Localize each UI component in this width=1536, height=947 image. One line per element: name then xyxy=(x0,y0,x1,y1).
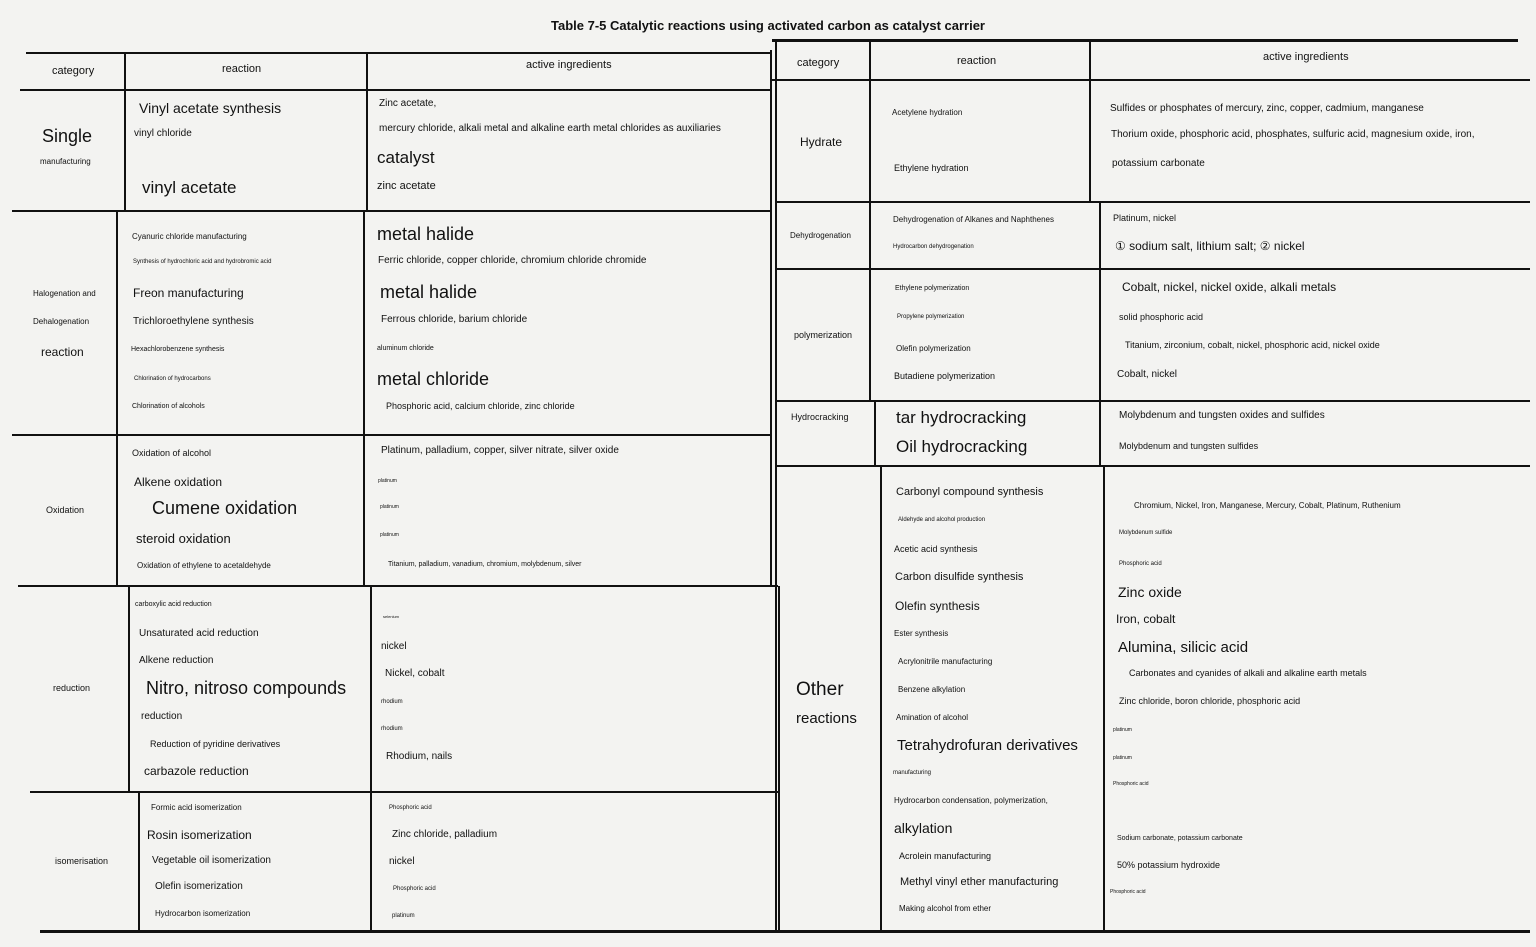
vrule-right-2b xyxy=(1099,202,1101,466)
category-label: polymerization xyxy=(794,330,853,340)
category-label: Hydrocracking xyxy=(791,412,849,422)
hrule-right-3 xyxy=(777,400,1530,402)
reaction-cell: Formic acid isomerization xyxy=(151,803,242,812)
active-cell: mercury chloride, alkali metal and alkaline earth metal chlorides as auxiliaries xyxy=(379,123,721,134)
active-cell: Iron, cobalt xyxy=(1116,612,1176,626)
hrule-left-3 xyxy=(18,585,778,587)
reaction-cell: Trichloroethylene synthesis xyxy=(133,316,254,327)
active-cell: Zinc oxide xyxy=(1118,584,1182,600)
reaction-cell: tar hydrocracking xyxy=(896,408,1027,427)
reaction-cell: Cumene oxidation xyxy=(152,498,298,518)
active-cell: Phosphoric acid xyxy=(389,805,432,811)
category-label: Hydrate xyxy=(800,135,843,149)
active-cell: metal chloride xyxy=(377,369,490,389)
active-cell: zinc acetate xyxy=(377,180,436,192)
header-rule-right xyxy=(772,79,1530,81)
active-cell: platinum xyxy=(380,532,399,538)
active-cell: Phosphoric acid xyxy=(393,886,436,892)
reaction-cell: Oxidation of ethylene to acetaldehyde xyxy=(137,561,271,570)
active-cell: nickel xyxy=(389,856,415,867)
active-cell: Titanium, zirconium, cobalt, nickel, phosphoric acid, nickel oxide xyxy=(1125,340,1380,350)
active-cell: rhodium xyxy=(381,699,403,705)
reaction-cell: Acetic acid synthesis xyxy=(894,544,978,554)
vrule-left-1b xyxy=(116,212,118,587)
reaction-cell: Alkene oxidation xyxy=(134,475,223,489)
active-cell: platinum xyxy=(378,478,397,484)
vrule-left-2 xyxy=(366,54,368,210)
active-cell: Carbonates and cyanides of alkali and alkaline earth metals xyxy=(1129,668,1367,678)
reaction-cell: Nitro, nitroso compounds xyxy=(146,678,347,698)
vrule-left-2b xyxy=(363,210,365,587)
active-cell: Titanium, palladium, vanadium, chromium, molybdenum, silver xyxy=(388,561,582,568)
table-title: Table 7-5 Catalytic reactions using activated carbon as catalyst carrier xyxy=(550,18,985,33)
reaction-cell: vinyl chloride xyxy=(134,128,192,139)
active-cell: catalyst xyxy=(377,148,435,167)
reaction-cell: Hydrocarbon dehydrogenation xyxy=(893,244,974,250)
hrule-right-4 xyxy=(777,465,1530,467)
active-cell: Zinc acetate, xyxy=(379,98,437,109)
reaction-cell: Benzene alkylation xyxy=(898,685,966,694)
reaction-cell: Ester synthesis xyxy=(894,629,949,638)
reaction-cell: Acrylonitrile manufacturing xyxy=(898,657,993,666)
reaction-cell: Cyanuric chloride manufacturing xyxy=(132,232,247,241)
reaction-cell: carbazole reduction xyxy=(144,764,249,778)
active-cell: Platinum, nickel xyxy=(1113,213,1177,223)
hrule-left-1 xyxy=(12,210,772,212)
category-label: isomerisation xyxy=(55,856,109,866)
reaction-cell: Tetrahydrofuran derivatives xyxy=(897,737,1078,754)
reaction-cell: Freon manufacturing xyxy=(133,286,244,300)
top-rule-right xyxy=(772,39,1518,42)
vrule-left-1 xyxy=(124,54,126,210)
reaction-cell: Hexachlorobenzene synthesis xyxy=(131,346,225,353)
reaction-cell: Propylene polymerization xyxy=(897,314,965,320)
active-cell: platinum xyxy=(392,913,415,919)
active-cell: Molybdenum and tungsten oxides and sulfides xyxy=(1119,410,1325,421)
active-cell: Thorium oxide, phosphoric acid, phosphates, sulfuric acid, magnesium oxide, iron, xyxy=(1111,129,1475,140)
reaction-cell: Vegetable oil isomerization xyxy=(152,855,271,866)
category-label: Dehydrogenation xyxy=(790,231,851,240)
active-cell: platinum xyxy=(380,504,399,510)
active-cell: Cobalt, nickel, nickel oxide, alkali metals xyxy=(1122,280,1337,294)
reaction-cell: Chlorination of hydrocarbons xyxy=(134,376,211,382)
header-category-right: category xyxy=(797,57,840,69)
active-cell: selenium xyxy=(383,614,400,619)
vrule-right-1 xyxy=(869,42,871,400)
header-rule-left xyxy=(20,89,772,91)
reaction-cell: Unsaturated acid reduction xyxy=(139,628,259,639)
vrule-left-2c xyxy=(370,587,372,930)
vrule-mid-b xyxy=(778,586,780,930)
reaction-cell: Ethylene hydration xyxy=(894,163,969,173)
active-cell: aluminum chloride xyxy=(377,345,434,352)
active-cell: Ferric chloride, copper chloride, chromium chloride chromide xyxy=(378,255,647,266)
hrule-left-4 xyxy=(30,791,778,793)
active-cell: Nickel, cobalt xyxy=(385,668,445,679)
header-active-left: active ingredients xyxy=(526,59,612,71)
active-cell: Chromium, Nickel, Iron, Manganese, Mercury, Cobalt, Platinum, Ruthenium xyxy=(1134,501,1401,510)
category-label: reactions xyxy=(796,710,857,727)
active-cell: metal halide xyxy=(377,224,475,244)
reaction-cell: Carbon disulfide synthesis xyxy=(895,571,1024,583)
vrule-right-2 xyxy=(1089,42,1091,202)
reaction-cell: Hydrocarbon condensation, polymerization, xyxy=(894,796,1048,805)
top-rule-left xyxy=(26,52,772,54)
reaction-cell: Vinyl acetate synthesis xyxy=(139,100,282,116)
reaction-cell: Methyl vinyl ether manufacturing xyxy=(900,876,1059,888)
category-label: Other xyxy=(796,679,844,700)
active-cell: Zinc chloride, boron chloride, phosphoric acid xyxy=(1119,696,1301,706)
active-cell: nickel xyxy=(381,641,407,652)
vrule-left-1d xyxy=(138,792,140,930)
reaction-cell: Making alcohol from ether xyxy=(899,904,992,913)
hrule-right-2 xyxy=(777,268,1530,270)
active-cell: Alumina, silicic acid xyxy=(1118,639,1249,656)
reaction-cell: Ethylene polymerization xyxy=(895,285,970,292)
reaction-cell: Acetylene hydration xyxy=(892,108,963,117)
header-category-left: category xyxy=(52,65,95,77)
category-label: reduction xyxy=(53,683,91,693)
category-label: Halogenation and xyxy=(33,289,96,298)
category-label: Oxidation xyxy=(46,505,85,515)
active-cell: Zinc chloride, palladium xyxy=(392,829,498,840)
active-cell: Phosphoric acid, calcium chloride, zinc chloride xyxy=(386,401,575,411)
active-cell: Molybdenum and tungsten sulfides xyxy=(1119,441,1259,451)
active-cell: potassium carbonate xyxy=(1112,158,1205,169)
active-cell: Sodium carbonate, potassium carbonate xyxy=(1117,835,1243,842)
category-label: manufacturing xyxy=(40,157,91,166)
reaction-cell: Amination of alcohol xyxy=(896,713,969,722)
active-cell: ① sodium salt, lithium salt; ② nickel xyxy=(1115,239,1305,253)
active-cell: platinum xyxy=(1113,727,1132,733)
reaction-cell: Olefin isomerization xyxy=(155,881,243,892)
active-cell: solid phosphoric acid xyxy=(1119,312,1204,322)
active-cell: 50% potassium hydroxide xyxy=(1117,860,1221,870)
vrule-mid-c xyxy=(775,42,777,930)
active-cell: Rhodium, nails xyxy=(386,751,453,762)
reaction-cell: Acrolein manufacturing xyxy=(899,851,992,861)
reaction-cell: Oil hydrocracking xyxy=(896,437,1028,456)
active-cell: rhodium xyxy=(381,726,403,732)
category-label: Dehalogenation xyxy=(33,317,90,326)
active-cell: Ferrous chloride, barium chloride xyxy=(381,314,528,325)
reaction-cell: Butadiene polymerization xyxy=(894,371,996,381)
active-cell: Phosphoric acid xyxy=(1110,889,1146,895)
header-active-right: active ingredients xyxy=(1263,51,1349,63)
reaction-cell: Alkene reduction xyxy=(139,655,214,666)
reaction-cell: Chlorination of alcohols xyxy=(132,403,205,410)
reaction-cell: Carbonyl compound synthesis xyxy=(896,486,1044,498)
category-label: Single xyxy=(42,126,93,146)
reaction-cell: reduction xyxy=(141,711,183,722)
active-cell: Phosphoric acid xyxy=(1113,781,1149,787)
reaction-cell: manufacturing xyxy=(893,770,932,776)
hrule-right-1 xyxy=(777,201,1530,203)
active-cell: Sulfides or phosphates of mercury, zinc, copper, cadmium, manganese xyxy=(1110,103,1424,114)
reaction-cell: Synthesis of hydrochloric acid and hydrobromic acid xyxy=(133,259,272,265)
active-cell: Phosphoric acid xyxy=(1119,561,1162,567)
vrule-right-1c xyxy=(880,466,882,930)
vrule-mid-a xyxy=(770,50,772,586)
reaction-cell: carboxylic acid reduction xyxy=(135,601,212,608)
reaction-cell: Aldehyde and alcohol production xyxy=(898,517,986,523)
reaction-cell: Dehydrogenation of Alkanes and Naphthenes xyxy=(893,215,1055,224)
vrule-right-2c xyxy=(1103,466,1105,930)
active-cell: metal halide xyxy=(380,282,478,302)
active-cell: Molybdenum sulfide xyxy=(1119,530,1173,536)
reaction-cell: vinyl acetate xyxy=(142,178,237,197)
reaction-cell: Rosin isomerization xyxy=(147,828,252,842)
vrule-left-1c xyxy=(128,587,130,792)
active-cell: Cobalt, nickel xyxy=(1117,369,1178,380)
vrule-right-1b xyxy=(874,400,876,466)
reaction-cell: Olefin synthesis xyxy=(895,599,980,613)
reaction-cell: steroid oxidation xyxy=(136,531,231,546)
reaction-cell: alkylation xyxy=(894,820,953,836)
header-reaction-left: reaction xyxy=(222,63,262,75)
reaction-cell: Reduction of pyridine derivatives xyxy=(150,739,281,749)
active-cell: Platinum, palladium, copper, silver nitrate, silver oxide xyxy=(381,445,619,456)
reaction-cell: Oxidation of alcohol xyxy=(132,448,212,458)
reaction-cell: Olefin polymerization xyxy=(896,344,971,353)
header-reaction-right: reaction xyxy=(957,55,997,67)
hrule-left-2 xyxy=(12,434,772,436)
reaction-cell: Hydrocarbon isomerization xyxy=(155,909,251,918)
active-cell: platinum xyxy=(1113,755,1132,761)
category-label: reaction xyxy=(41,345,84,359)
bottom-rule xyxy=(40,930,1530,933)
